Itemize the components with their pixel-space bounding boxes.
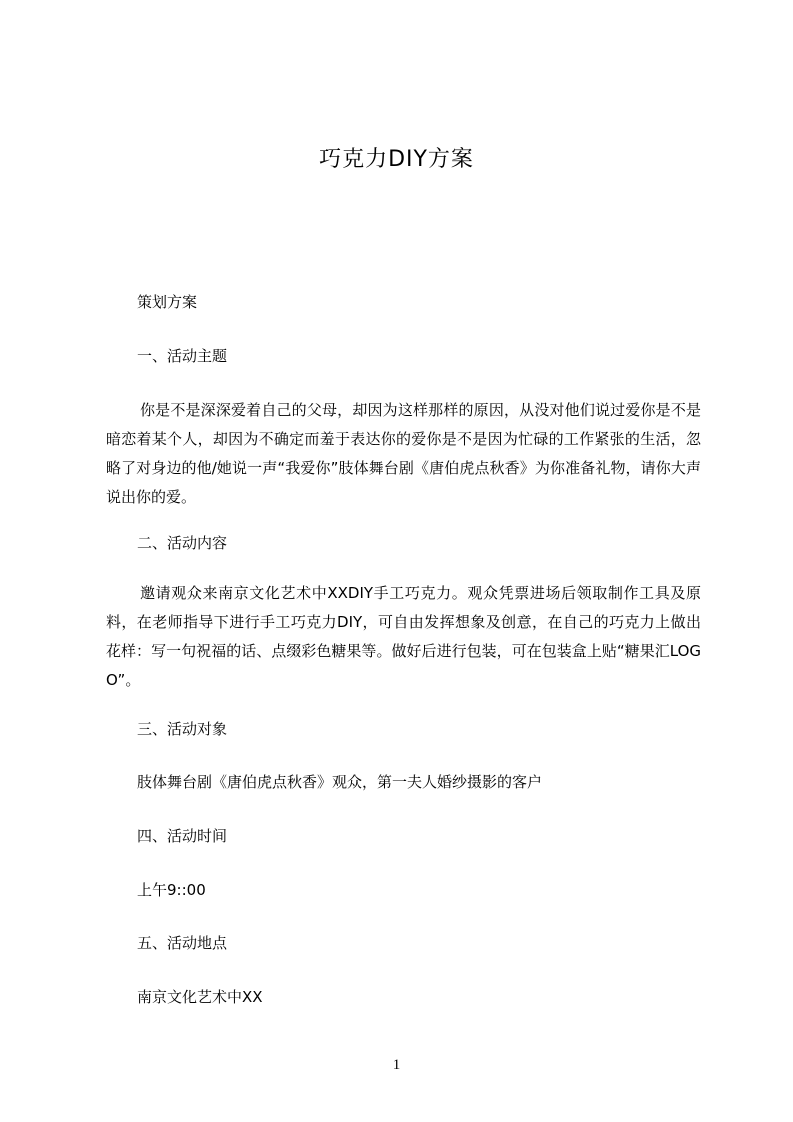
section-body-content: 邀请观众来南京文化艺术中XXDIY手工巧克力。观众凭票进场后领取制作工具及原料，在老师指导下进行手工巧克力DIY，可自由发挥想象及创意，在自己的巧克力上做出花样：写一句祝福的话、点缀彩色糖果等。做好后进行包装，可在包装盒上贴“糖果汇LOGO”。 (106, 584, 701, 689)
section-body-theme: 你是不是深深爱着自己的父母，却因为这样那样的原因，从没对他们说过爱你是不是暗恋着某个人，却因为不确定而羞于表达你的爱你是不是因为忙碌的工作紧张的生活，忽略了对身边的他/她说一声“我爱你”肢体舞台剧《唐伯虎点秋香》为你准备礼物，请你大声说出你的爱。 (106, 401, 701, 506)
section-body-time: 上午9::00 (137, 881, 206, 899)
section-heading-content: 二、活动内容 (137, 534, 228, 552)
section-heading-theme: 一、活动主题 (137, 347, 228, 365)
document-title: 巧克力DIY方案 (319, 147, 474, 172)
section-heading-location: 五、活动地点 (137, 934, 228, 952)
section-body-audience: 肢体舞台剧《唐伯虎点秋香》观众，第一夫人婚纱摄影的客户 (137, 773, 543, 791)
section-heading-audience: 三、活动对象 (137, 720, 228, 738)
plan-label: 策划方案 (137, 293, 198, 311)
page-number: 1 (392, 1057, 401, 1073)
section-heading-time: 四、活动时间 (137, 827, 228, 845)
section-body-location: 南京文化艺术中XX (137, 988, 263, 1006)
